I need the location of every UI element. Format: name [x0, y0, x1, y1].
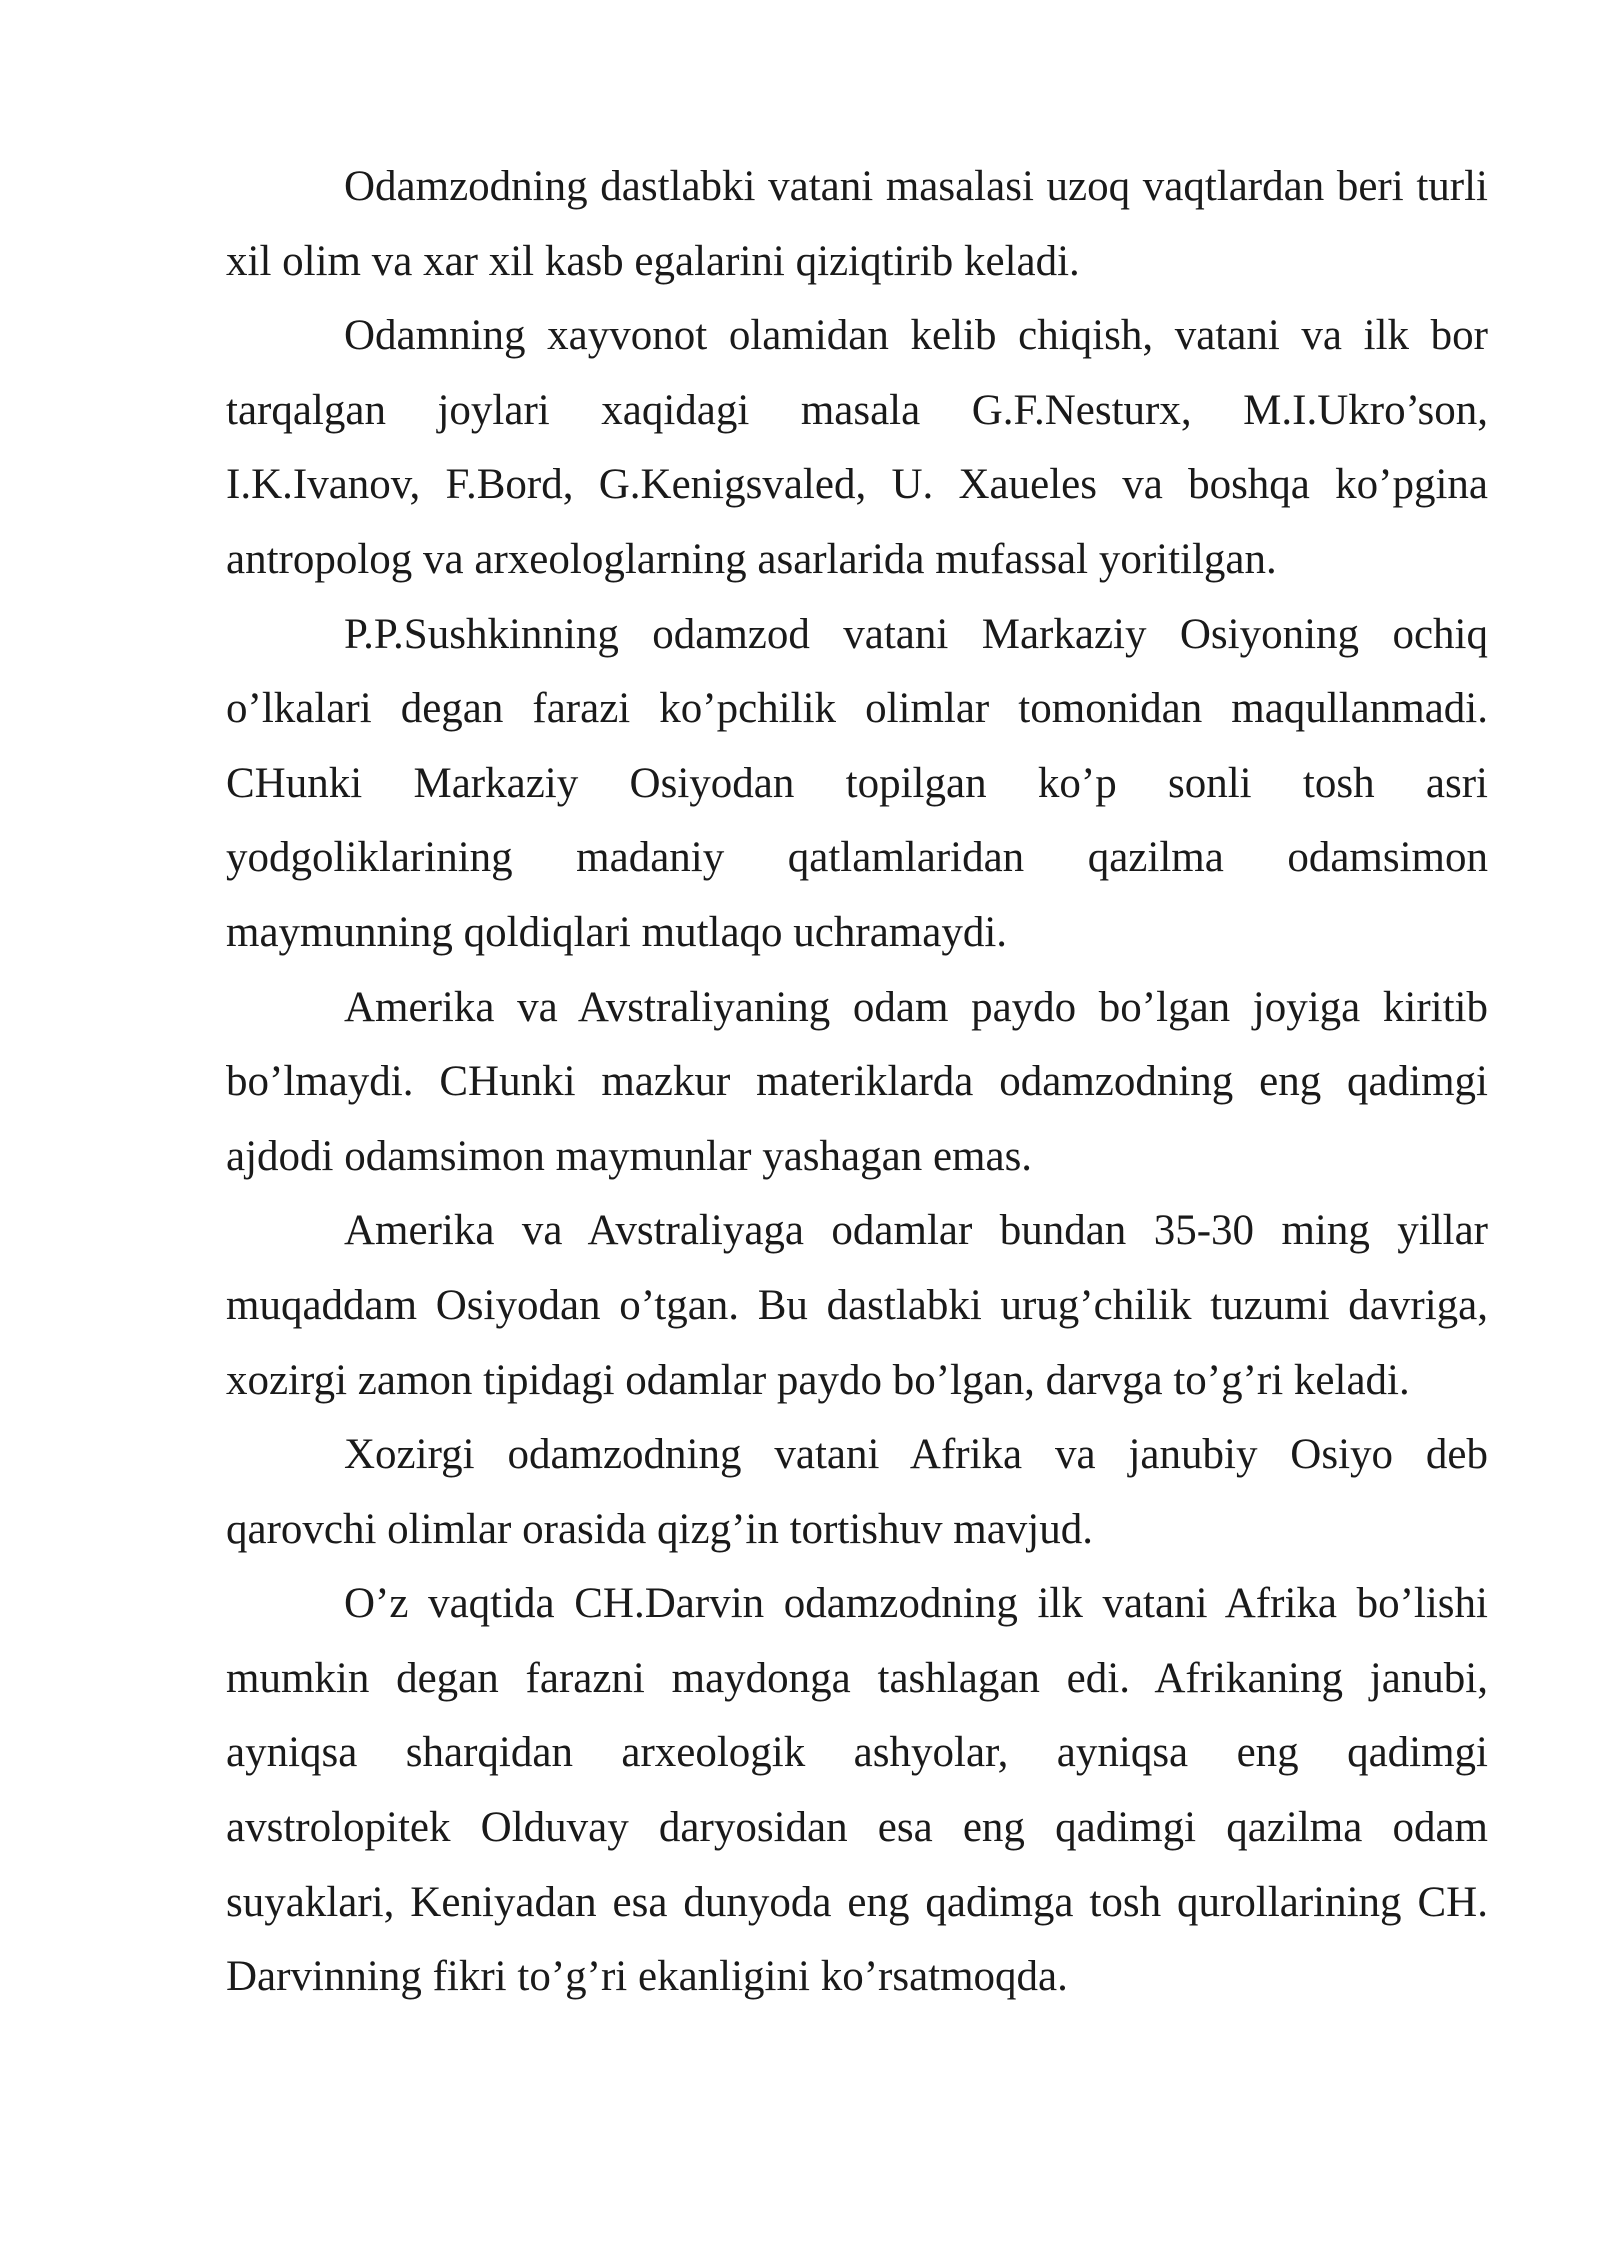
- paragraph-4: Amerika va Avstraliyaning odam paydo bo’lgan joyiga kiritib bo’lmaydi. CHunki mazkur materiklarda odamzodning eng qadimgi ajdodi odamsimon maymunlar yashagan emas.: [226, 983, 1488, 1180]
- paragraph-1: Odamzodning dastlabki vatani masalasi uzoq vaqtlardan beri turli xil olim va xar xil kasb egalarini qiziqtirib keladi.: [226, 163, 1488, 285]
- paragraph-6: Xozirgi odamzodning vatani Afrika va janubiy Osiyo deb qarovchi olimlar orasida qizg’in tortishuv mavjud.: [226, 1431, 1488, 1553]
- document-body: [226, 150, 1488, 2015]
- paragraph-2: Odamning xayvonot olamidan kelib chiqish, vatani va ilk bor tarqalgan joylari xaqidagi masala G.F.Nesturx, M.I.Ukro’son, I.K.Ivanov, F.Bord, G.Kenigsvaled, U. Xaueles va boshqa ko’pgina antropolog va arxeologlarning asarlarida mufassal yoritilgan.: [226, 312, 1488, 583]
- paragraph-3: P.P.Sushkinning odamzod vatani Markaziy Osiyoning ochiq o’lkalari degan farazi ko’pchilik olimlar tomonidan maqullanmadi. CHunki Markaziy Osiyodan topilgan ko’p sonli tosh asri yodgoliklarining madaniy qatlamlaridan qazilma odamsimon maymunning qoldiqlari mutlaqo uchramaydi.: [226, 610, 1488, 956]
- paragraph-5: Amerika va Avstraliyaga odamlar bundan 35-30 ming yillar muqaddam Osiyodan o’tgan. Bu dastlabki urug’chilik tuzumi davriga, xozirgi zamon tipidagi odamlar paydo bo’lgan, darvga to’g’ri keladi.: [226, 1207, 1488, 1404]
- paragraph-7: O’z vaqtida CH.Darvin odamzodning ilk vatani Afrika bo’lishi mumkin degan farazni maydonga tashlagan edi. Afrikaning janubi, ayniqsa sharqidan arxeologik ashyolar, ayniqsa eng qadimgi avstrolopitek Olduvay daryosidan esa eng qadimgi qazilma odam suyaklari, Keniyadan esa dunyoda eng qadimga tosh qurollarining CH. Darvinning fikri to’g’ri ekanligini ko’rsatmoqda.: [226, 1580, 1488, 2001]
